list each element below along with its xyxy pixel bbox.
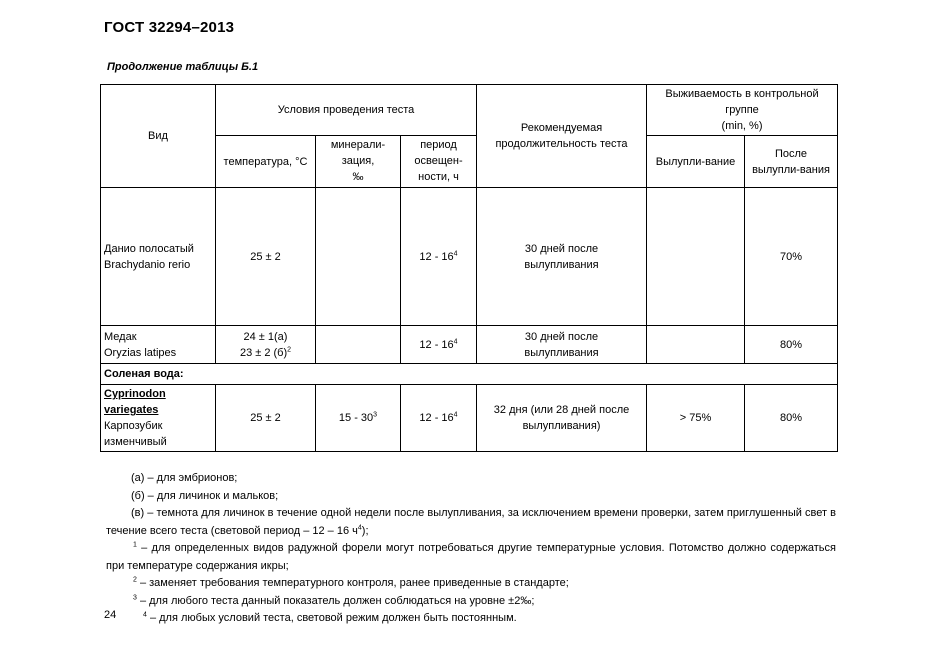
- header-duration: Рекомендуемая продолжительность теста: [477, 85, 647, 188]
- hatching-cell: [647, 326, 745, 364]
- note-2: $^2$ – заменяет требования температурного контроля, ранее приведенные в стандарте;: [133, 576, 569, 589]
- table-caption: Продолжение таблицы Б.1: [107, 61, 259, 73]
- mineralization-cell: $15 - 30^3$: [316, 385, 401, 452]
- note-b: (б) – для личинок и мальков;: [131, 489, 279, 502]
- temperature-cell: 25 ± 2: [216, 385, 316, 452]
- mineralization-cell: [316, 188, 401, 326]
- header-survival-group: Выживаемость в контрольной группе (min, %): [647, 85, 838, 136]
- duration-cell: 30 дней после вылупливания: [477, 326, 647, 364]
- table-row: [101, 188, 838, 326]
- note-c: (в) – темнота для личинок в течение одной недели после вылупливания, за исключением времени проверки, затем приглушенный свет в течение всего теста (световой период – 12 – 16 $ч^4$);: [106, 507, 836, 537]
- table-row: [101, 385, 838, 452]
- after-hatching-cell: 80%: [745, 385, 838, 452]
- page-number: 24: [104, 609, 117, 621]
- data-table: [100, 84, 838, 452]
- table-row: [101, 326, 838, 364]
- header-temperature: температура, °С: [216, 136, 316, 188]
- standard-code: ГОСТ 32294–2013: [104, 19, 235, 36]
- photoperiod-cell: $12 - 16^4$: [401, 326, 477, 364]
- note-4: $^4$ – для любых условий теста, световой режим должен быть постоянным.: [143, 611, 517, 624]
- header-hatching: Вылупли-вание: [647, 136, 745, 188]
- after-hatching-cell: 70%: [745, 188, 838, 326]
- after-hatching-cell: 80%: [745, 326, 838, 364]
- hatching-cell: [647, 188, 745, 326]
- note-1: $^1$ – для определенных видов радужной форели могут потребоваться другие температурные условия. Потомство должно содержаться при температуре содержания икры;: [106, 541, 836, 572]
- section-row: [101, 364, 838, 385]
- photoperiod-cell: $12 - 16^4$: [401, 385, 477, 452]
- hatching-cell: > 75%: [647, 385, 745, 452]
- species-cell: Cyprinodon variegates Карпозубик изменчивый: [101, 385, 216, 452]
- header-species: Вид: [101, 85, 216, 188]
- header-mineralization: минерали- зация, ‰: [316, 136, 401, 188]
- photoperiod-cell: $12 - 16^4$: [401, 188, 477, 326]
- header-conditions-group: Условия проведения теста: [216, 85, 477, 136]
- species-cell: Медак Oryzias latipes: [101, 326, 216, 364]
- duration-cell: 32 дня (или 28 дней после вылупливания): [477, 385, 647, 452]
- note-a: (а) – для эмбрионов;: [131, 472, 238, 484]
- temperature-cell: 24 ± 1(а) 23 ± 2 $(б)^2$: [216, 326, 316, 364]
- note-3: $^3$ – для любого теста данный показатель должен соблюдаться на уровне ±2‰;: [133, 593, 535, 607]
- header-after-hatching: После вылупли-вания: [745, 136, 838, 188]
- temperature-cell: 25 ± 2: [216, 188, 316, 326]
- mineralization-cell: [316, 326, 401, 364]
- table-notes: [106, 470, 836, 628]
- duration-cell: 30 дней после вылупливания: [477, 188, 647, 326]
- section-saltwater: Соленая вода:: [101, 364, 838, 385]
- species-cell: Данио полосатый Brachydanio rerio: [101, 188, 216, 326]
- header-photoperiod: период освещен- ности, ч: [401, 136, 477, 188]
